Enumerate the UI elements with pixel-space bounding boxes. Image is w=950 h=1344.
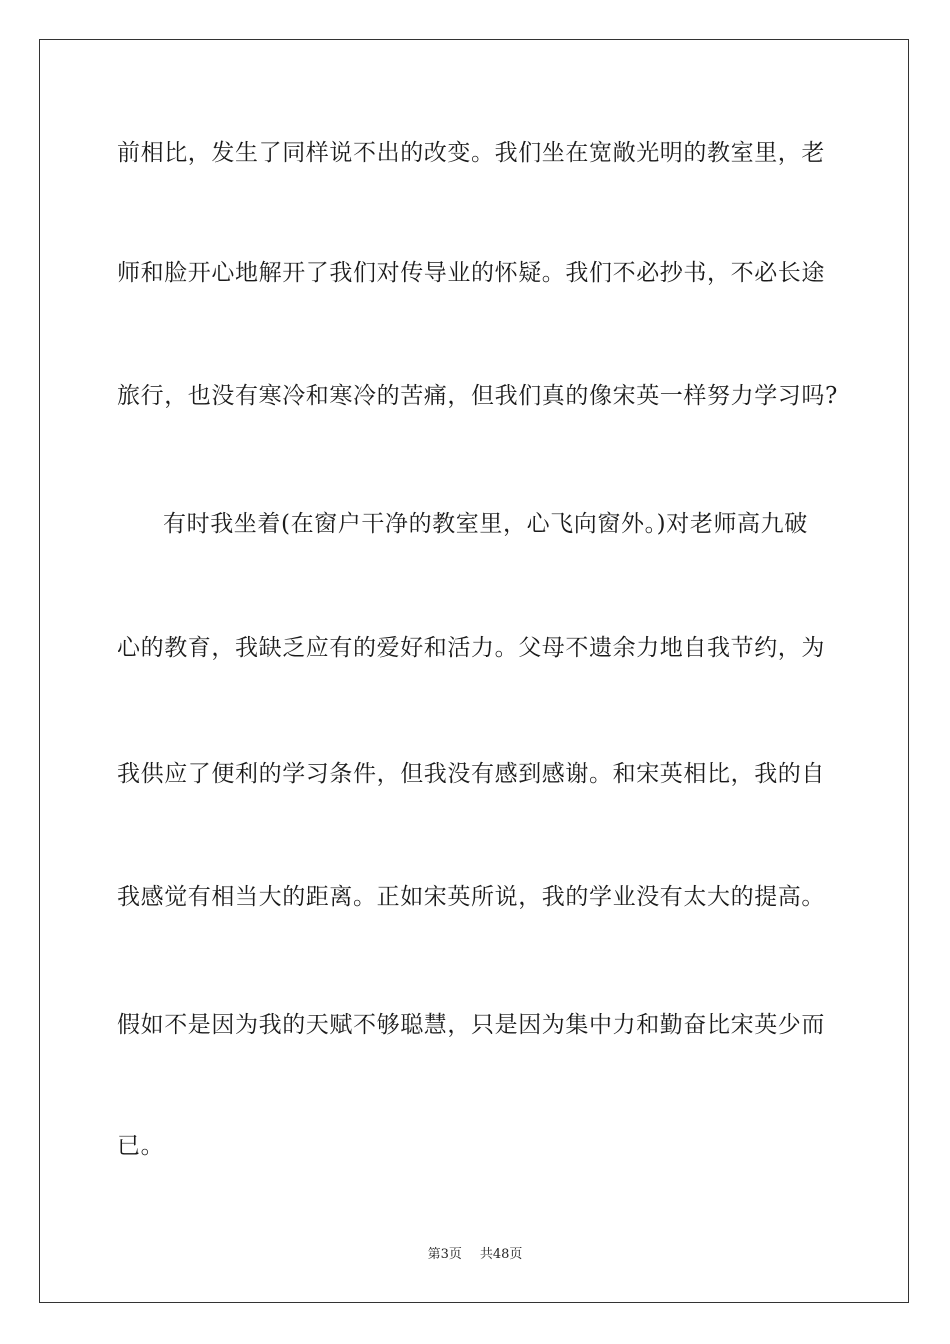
text-line-9: 已。	[117, 1133, 165, 1159]
page-border	[39, 39, 909, 1303]
page-footer	[0, 1246, 950, 1264]
text-line-2: 师和脸开心地解开了我们对传导业的怀疑。我们不必抄书，不必长途	[117, 260, 825, 286]
total-pages: 共48页	[479, 1247, 523, 1262]
text-line-7: 我感觉有相当大的距离。正如宋英所说，我的学业没有太大的提高。	[117, 884, 825, 910]
text-line-1: 前相比，发生了同样说不出的改变。我们坐在宽敞光明的教室里，老	[117, 140, 825, 166]
page-number: 第3页	[427, 1247, 462, 1262]
text-line-8: 假如不是因为我的天赋不够聪慧，只是因为集中力和勤奋比宋英少而	[117, 1012, 825, 1038]
text-line-3: 旅行，也没有寒冷和寒冷的苦痛，但我们真的像宋英一样努力学习吗?	[117, 383, 838, 409]
text-line-6: 我供应了便利的学习条件，但我没有感到感谢。和宋英相比，我的自	[117, 761, 825, 787]
text-line-4-paragraph-start: 有时我坐着(在窗户干净的教室里，心飞向窗外。)对老师高九破	[163, 511, 808, 537]
text-line-5: 心的教育，我缺乏应有的爱好和活力。父母不遗余力地自我节约，为	[117, 635, 825, 661]
